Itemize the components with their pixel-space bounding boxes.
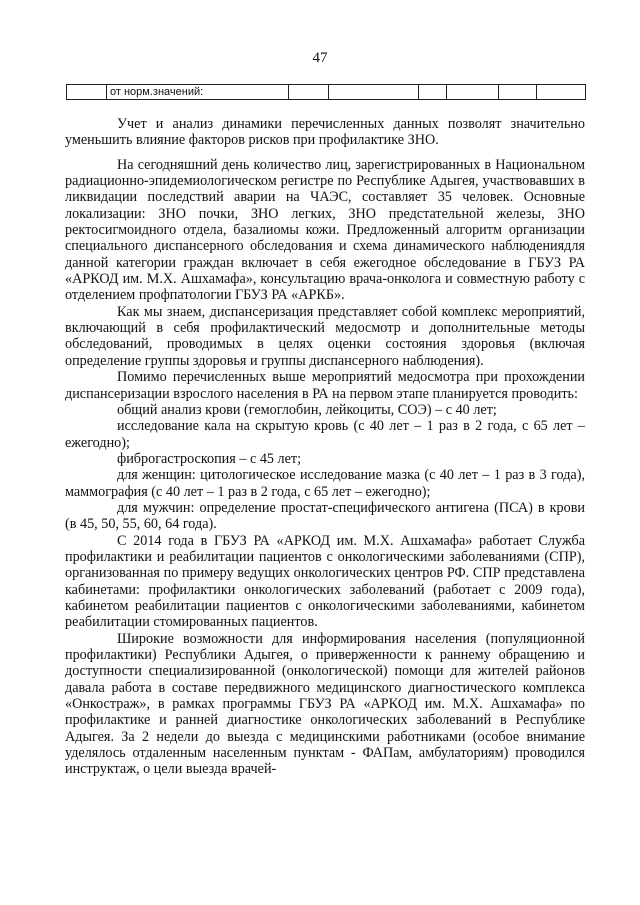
table-cell-label: от норм.значений:	[107, 85, 289, 99]
table-cell	[537, 85, 585, 99]
list-item: общий анализ крови (гемоглобин, лейкоциты, СОЭ) – с 40 лет;	[117, 401, 497, 418]
table-fragment	[66, 84, 586, 100]
table-cell	[447, 85, 499, 99]
list-item: фиброгастроскопия – с 45 лет;	[117, 450, 302, 467]
paragraph: С 2014 года в ГБУЗ РА «АРКОД им. М.Х. Ашхамафа» работает Служба профилактики и реабилитации пациентов с онкологическими заболеваниями (СПР), организованная по примеру ведущих онкологических центров РФ. СПР представлена кабинетами: профилактики онкологических заболеваний (работает с 2009 года), кабинетом реабилитации пациентов с онкологическими заболеваниями, кабинетом реабилитации стомированных пациентов.	[65, 532, 585, 631]
paragraph: Помимо перечисленных выше мероприятий медосмотра при прохождении диспансеризации взрослого населения в РА на первом этапе планируется проводить:	[65, 369, 585, 402]
table-cell	[499, 85, 537, 99]
paragraph: Широкие возможности для информирования населения (популяционной профилактики) Республики Адыгея, о приверженности к раннему обращению и доступности специализированной (онкологической) помощи для жителей районов давала работа в составе передвижного медицинского диагностического комплекса «Онкострaж», в рамках программы ГБУЗ РА «АРКОД им. М.Х. Ашхамафа» по профилактике и ранней диагностике онкологических заболеваний в Республике Адыгея. За 2 недели до выезда с медицинскими работниками (особое внимание уделялось отдаленным населенным пунктам - ФАПам, амбулаториям) проводился инструктаж, о цели выезда врачей-	[65, 630, 585, 778]
table-cell	[289, 85, 329, 99]
list-item: для мужчин: определение простат-специфического антигена (ПСА) в крови (в 45, 50, 55, 60, 64 года).	[65, 499, 585, 533]
list-item: исследование кала на скрытую кровь (с 40 лет – 1 раз в 2 года, с 65 лет – ежегодно);	[65, 418, 585, 451]
list-item: для женщин: цитологическое исследование мазка (с 40 лет – 1 раз в 3 года), маммография (с 40 лет – 1 раз в 2 года, с 65 лет – ежегодно);	[65, 467, 585, 500]
document-body	[65, 116, 585, 778]
table-cell	[329, 85, 419, 99]
table-cell	[67, 85, 107, 99]
table-cell	[419, 85, 447, 99]
paragraph: Учет и анализ динамики перечисленных данных позволят значительно уменьшить влияние факторов рисков при профилактике ЗНО.	[65, 116, 585, 149]
page-number: 47	[312, 50, 328, 66]
paragraph: На сегодняшний день количество лиц, зарегистрированных в Национальном радиационно-эпидемиологическом регистре по Республике Адыгея, участвовавших в ликвидации последствий аварии на ЧАЭС, составляет 35 человек. Основные локализации: ЗНО почки, ЗНО легких, ЗНО предстательной железы, ЗНО ректосигмоидного отдела, базалиомы кожи. Предложенный алгоритм организации специального диспансерного обследования и схема динамического наблюдениядля данной категории граждан включает в себя ежегодное обследование в ГБУЗ РА «АРКОД им. М.Х. Ашхамафа», консультацию врача-онколога и совместную работу с отделением профпатологии ГБУЗ РА «АРКБ».	[65, 156, 585, 304]
paragraph: Как мы знаем, диспансеризация представляет собой комплекс мероприятий, включающий в себя профилактический медосмотр и дополнительные методы обследований, проводимых в целях оценки состояния здоровья (включая определение группы здоровья и группы диспансерного наблюдения).	[65, 303, 585, 369]
